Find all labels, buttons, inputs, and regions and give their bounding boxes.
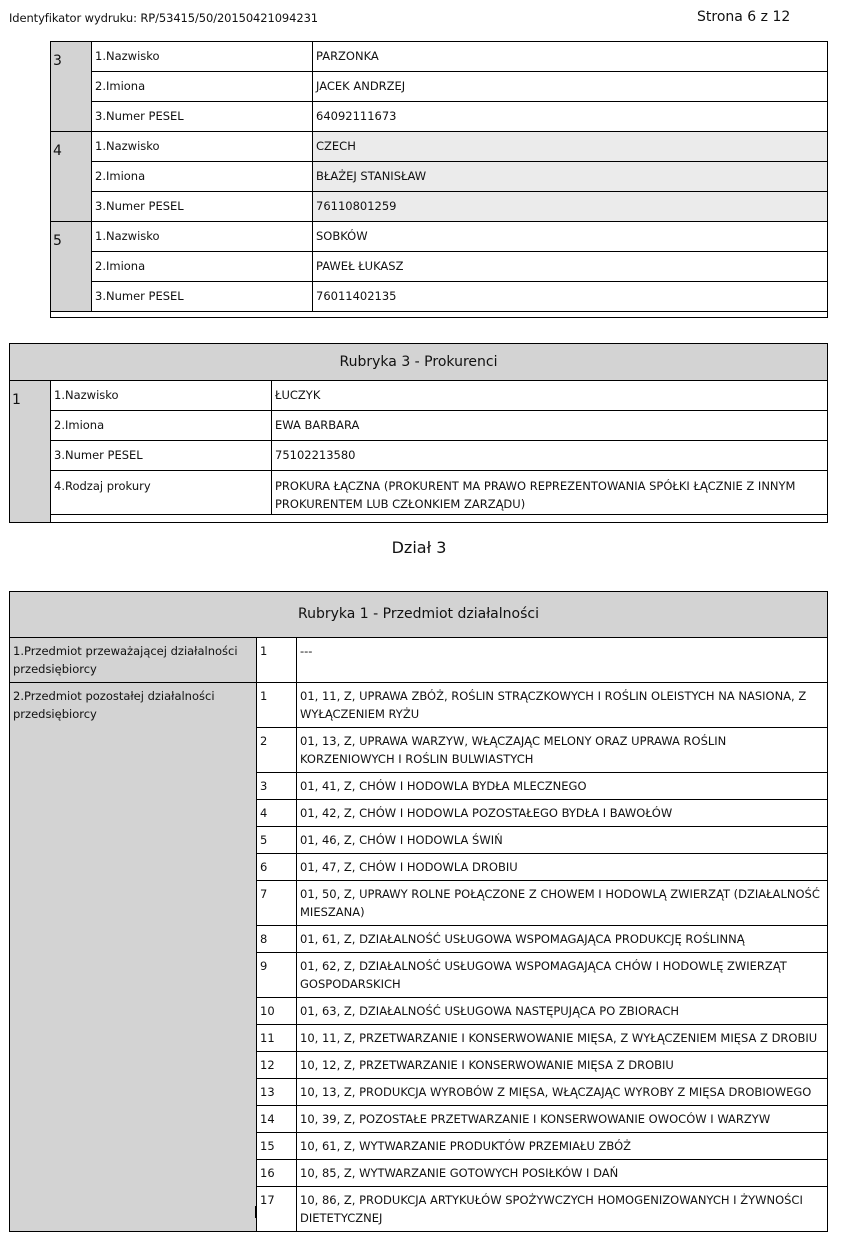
item-number: 17 — [257, 1187, 297, 1232]
table-header-row — [10, 592, 828, 638]
item-text: 10, 86, Z, PRODUKCJA ARTYKUŁÓW SPOŻYWCZYCH HOMOGENIZOWANYCH I ŻYWNOŚCI DIETETYCZNEJ — [297, 1187, 828, 1232]
section-title: Dział 3 — [391, 538, 447, 557]
field-value: SOBKÓW — [313, 222, 828, 252]
field-value: JACEK ANDRZEJ — [313, 72, 828, 102]
print-identifier: Identyfikator wydruku: RP/53415/50/20150421094231 — [9, 11, 318, 25]
item-text: 10, 61, Z, WYTWARZANIE PRODUKTÓW PRZEMIAŁU ZBÓŻ — [297, 1133, 828, 1160]
rubryka-title: Rubryka 1 - Przedmiot działalności — [10, 592, 828, 638]
table-row — [51, 72, 828, 102]
table-row — [10, 638, 828, 683]
item-text: 01, 47, Z, CHÓW I HODOWLA DROBIU — [297, 854, 828, 881]
field-value: PARZONKA — [313, 42, 828, 72]
table-row — [51, 132, 828, 162]
item-text: 10, 85, Z, WYTWARZANIE GOTOWYCH POSIŁKÓW I DAŃ — [297, 1160, 828, 1187]
table-row — [51, 162, 828, 192]
item-number: 1 — [257, 638, 297, 683]
field-label: 3.Numer PESEL — [92, 282, 313, 312]
item-text: --- — [297, 638, 828, 683]
item-text: 01, 46, Z, CHÓW I HODOWLA ŚWIŃ — [297, 827, 828, 854]
item-text: 10, 13, Z, PRODUKCJA WYROBÓW Z MIĘSA, WŁĄCZAJĄC WYROBY Z MIĘSA DROBIOWEGO — [297, 1079, 828, 1106]
item-text: 01, 62, Z, DZIAŁALNOŚĆ USŁUGOWA WSPOMAGAJĄCA CHÓW I HODOWLĘ ZWIERZĄT GOSPODARSKICH — [297, 953, 828, 998]
table-header-row — [10, 344, 828, 381]
field-label: 4.Rodzaj prokury — [51, 471, 272, 515]
item-number: 9 — [257, 953, 297, 998]
field-label: 2.Imiona — [92, 162, 313, 192]
rubryka-title: Rubryka 3 - Prokurenci — [10, 344, 828, 381]
person-index: 5 — [51, 222, 92, 312]
person-index: 4 — [51, 132, 92, 222]
field-label: 1.Nazwisko — [92, 42, 313, 72]
item-number: 11 — [257, 1025, 297, 1052]
field-label: 2.Imiona — [51, 411, 272, 441]
field-label: 2.Imiona — [92, 252, 313, 282]
item-number: 2 — [257, 728, 297, 773]
field-label: 1.Nazwisko — [51, 381, 272, 411]
table-row — [51, 222, 828, 252]
field-value: EWA BARBARA — [272, 411, 828, 441]
table-row — [51, 282, 828, 312]
table-row — [51, 252, 828, 282]
field-value: PAWEŁ ŁUKASZ — [313, 252, 828, 282]
item-number: 4 — [257, 800, 297, 827]
item-text: 01, 13, Z, UPRAWA WARZYW, WŁĄCZAJĄC MELONY ORAZ UPRAWA ROŚLIN KORZENIOWYCH I ROŚLIN BULWIASTYCH — [297, 728, 828, 773]
table-row — [10, 683, 828, 728]
item-number: 13 — [257, 1079, 297, 1106]
item-number: 10 — [257, 998, 297, 1025]
person-index: 1 — [10, 381, 51, 523]
category-column-continuation — [9, 1206, 256, 1218]
person-index: 3 — [51, 42, 92, 132]
spacer-cell — [51, 312, 828, 318]
item-number: 15 — [257, 1133, 297, 1160]
item-text: 10, 12, Z, PRZETWARZANIE I KONSERWOWANIE MIĘSA Z DROBIU — [297, 1052, 828, 1079]
field-label: 3.Numer PESEL — [92, 102, 313, 132]
dzialalnosc-table — [9, 591, 828, 1232]
field-value: ŁUCZYK — [272, 381, 828, 411]
table-row — [10, 381, 828, 411]
field-value: 76110801259 — [313, 192, 828, 222]
field-label: 1.Nazwisko — [92, 222, 313, 252]
table-row — [10, 411, 828, 441]
item-number: 12 — [257, 1052, 297, 1079]
spacer-cell — [51, 515, 828, 523]
item-text: 01, 50, Z, UPRAWY ROLNE POŁĄCZONE Z CHOWEM I HODOWLĄ ZWIERZĄT (DZIAŁALNOŚĆ MIESZANA) — [297, 881, 828, 926]
item-text: 10, 39, Z, POZOSTAŁE PRZETWARZANIE I KONSERWOWANIE OWOCÓW I WARZYW — [297, 1106, 828, 1133]
prokurenci-table — [9, 343, 828, 523]
item-text: 01, 61, Z, DZIAŁALNOŚĆ USŁUGOWA WSPOMAGAJĄCA PRODUKCJĘ ROŚLINNĄ — [297, 926, 828, 953]
item-text: 01, 41, Z, CHÓW I HODOWLA BYDŁA MLECZNEGO — [297, 773, 828, 800]
field-label: 1.Nazwisko — [92, 132, 313, 162]
item-number: 8 — [257, 926, 297, 953]
table-row — [51, 102, 828, 132]
item-number: 14 — [257, 1106, 297, 1133]
field-label: 3.Numer PESEL — [92, 192, 313, 222]
item-number: 5 — [257, 827, 297, 854]
other-activity-label: 2.Przedmiot pozostałej działalności przedsiębiorcy — [10, 683, 257, 1232]
item-text: 01, 11, Z, UPRAWA ZBÓŻ, ROŚLIN STRĄCZKOWYCH I ROŚLIN OLEISTYCH NA NASIONA, Z WYŁĄCZENIEM RYŻU — [297, 683, 828, 728]
item-text: 10, 11, Z, PRZETWARZANIE I KONSERWOWANIE MIĘSA, Z WYŁĄCZENIEM MIĘSA Z DROBIU — [297, 1025, 828, 1052]
table-spacer-row — [10, 515, 828, 523]
field-value: 75102213580 — [272, 441, 828, 471]
table-row — [10, 471, 828, 515]
table-row — [10, 441, 828, 471]
item-number: 7 — [257, 881, 297, 926]
table-row — [51, 192, 828, 222]
field-value: PROKURA ŁĄCZNA (PROKURENT MA PRAWO REPREZENTOWANIA SPÓŁKI ŁĄCZNIE Z INNYM PROKURENTEM LUB CZŁONKIEM ZARZĄDU) — [272, 471, 828, 515]
item-text: 01, 63, Z, DZIAŁALNOŚĆ USŁUGOWA NASTĘPUJĄCA PO ZBIORACH — [297, 998, 828, 1025]
field-label: 3.Numer PESEL — [51, 441, 272, 471]
item-text: 01, 42, Z, CHÓW I HODOWLA POZOSTAŁEGO BYDŁA I BAWOŁÓW — [297, 800, 828, 827]
item-number: 1 — [257, 683, 297, 728]
main-activity-label: 1.Przedmiot przeważającej działalności przedsiębiorcy — [10, 638, 257, 683]
item-number: 3 — [257, 773, 297, 800]
field-value: BŁAŻEJ STANISŁAW — [313, 162, 828, 192]
field-value: 76011402135 — [313, 282, 828, 312]
table-spacer-row — [51, 312, 828, 318]
field-label: 2.Imiona — [92, 72, 313, 102]
persons-table — [50, 41, 828, 318]
page-number: Strona 6 z 12 — [697, 9, 791, 25]
field-value: CZECH — [313, 132, 828, 162]
item-number: 6 — [257, 854, 297, 881]
table-row — [51, 42, 828, 72]
item-number: 16 — [257, 1160, 297, 1187]
field-value: 64092111673 — [313, 102, 828, 132]
